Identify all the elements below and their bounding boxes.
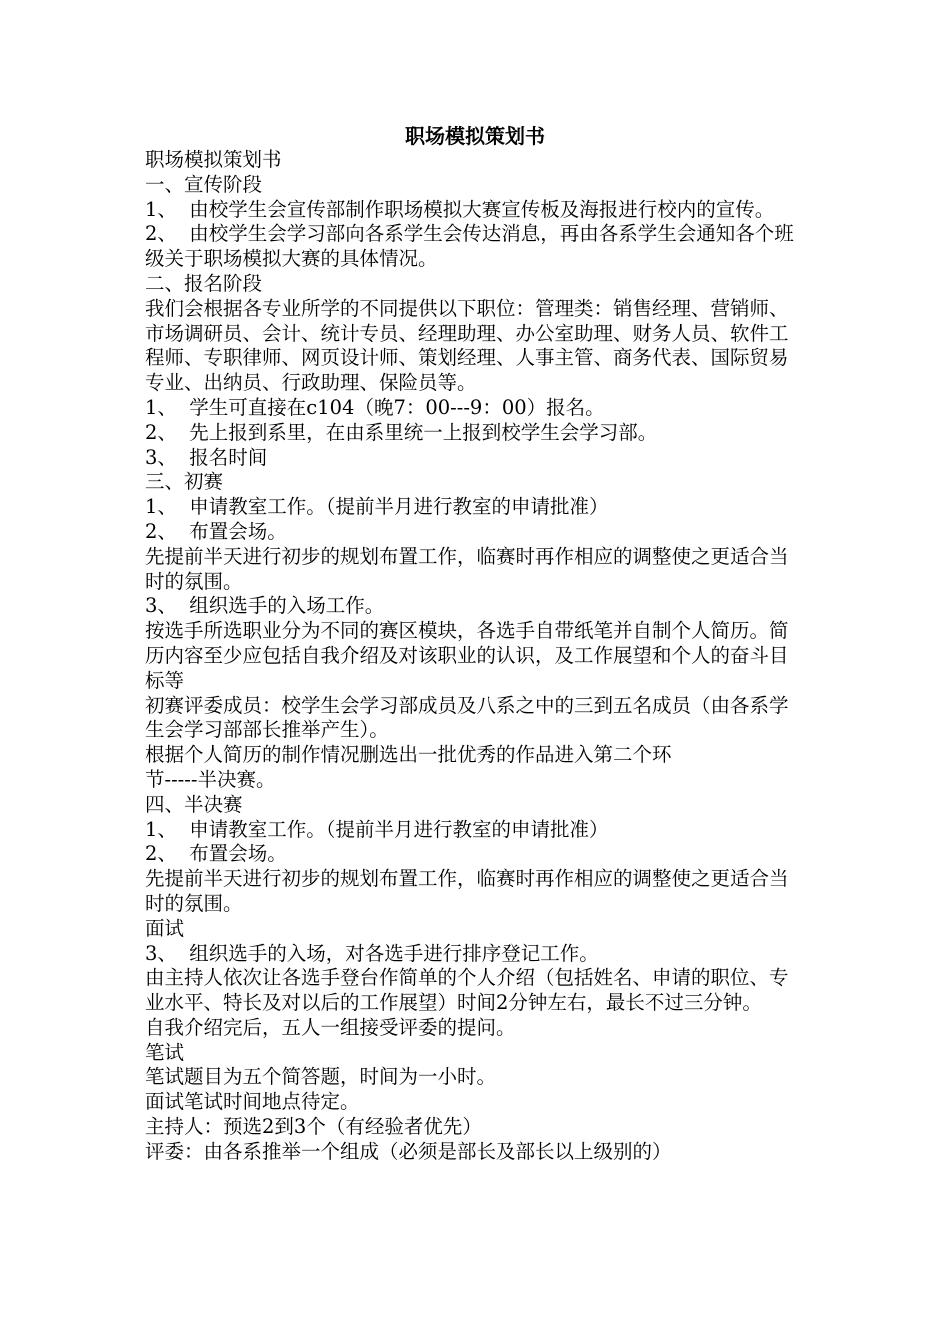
text-line: 2、 布置会场。 — [145, 842, 287, 866]
text-line: 笔试题目为五个简答题，时间为一小时。 — [145, 1065, 497, 1089]
text-line: 1、 申请教室工作。（提前半月进行教室的申请批准） — [145, 495, 609, 519]
text-line: 1、 由校学生会宣传部制作职场模拟大赛宣传板及海报进行校内的宣传。 — [145, 197, 775, 221]
text-line: 根据个人简历的制作情况删选出一批优秀的作品进入第二个环 节-----半决赛。 — [145, 743, 672, 791]
text-line: 初赛评委成员：校学生会学习部成员及八系之中的三到五名成员（由各系学生会学习部部长推举产生）。 — [145, 693, 789, 742]
text-line: 2、 布置会场。 — [145, 519, 287, 543]
text-line: 先提前半天进行初步的规划布置工作，临赛时再作相应的调整使之更适合当时的氛围。 — [145, 867, 789, 915]
text-line: 3、 报名时间 — [145, 445, 268, 469]
section-heading-registration: 二、报名阶段 — [145, 271, 263, 295]
text-line: 3、 组织选手的入场，对各选手进行排序登记工作。 — [145, 941, 599, 965]
text-line: 2、 先上报到系里，在由系里统一上报到校学生会学习部。 — [145, 420, 658, 444]
section-heading-publicity: 一、宣传阶段 — [145, 172, 263, 196]
text-line: 面试笔试时间地点待定。 — [145, 1090, 360, 1114]
text-line: 自我介绍完后，五人一组接受评委的提问。 — [145, 1015, 516, 1039]
text-line: 职场模拟策划书 — [145, 148, 282, 171]
text-line: 主持人：预选2到3个（有经验者优先） — [145, 1115, 482, 1139]
text-line: 先提前半天进行初步的规划布置工作，临赛时再作相应的调整使之更适合当时的氛围。 — [145, 544, 789, 593]
text-line: 评委：由各系推举一个组成（必须是部长及部长以上级别的） — [145, 1139, 672, 1163]
text-line: 按选手所选职业分为不同的赛区模块，各选手自带纸笔并自制个人简历。简历内容至少应包括自我介绍及对该职业的认识，及工作展望和个人的奋斗目标等 — [145, 619, 789, 692]
subheading-interview: 面试 — [145, 916, 185, 940]
subheading-written-test: 笔试 — [145, 1040, 185, 1064]
section-heading-semifinal: 四、半决赛 — [145, 792, 243, 816]
document-body — [145, 148, 795, 1165]
text-line: 1、 申请教室工作。（提前半月进行教室的申请批准） — [145, 817, 609, 841]
text-line: 1、 学生可直接在c104（晚7：00---9：00）报名。 — [145, 395, 605, 419]
section-heading-preliminary: 三、初赛 — [145, 470, 224, 494]
text-line: 我们会根据各专业所学的不同提供以下职位：管理类：销售经理、营销师、市场调研员、会计、统计专员、经理助理、办公室助理、财务人员、软件工程师、专职律师、网页设计师、策划经理、人事主管、商务代表、国际贸易专业、出纳员、行政助理、保险员等。 — [145, 296, 789, 395]
document-title: 职场模拟策划书 — [405, 124, 545, 148]
text-line: 由主持人依次让各选手登台作简单的个人介绍（包括姓名、申请的职位、专业水平、特长及对以后的工作展望）时间2分钟左右，最长不过三分钟。 — [145, 966, 789, 1015]
text-line: 3、 组织选手的入场工作。 — [145, 594, 385, 618]
text-line: 2、 由校学生会学习部向各系学生会传达消息，再由各系学生会通知各个班级关于职场模拟大赛的具体情况。 — [145, 222, 794, 271]
